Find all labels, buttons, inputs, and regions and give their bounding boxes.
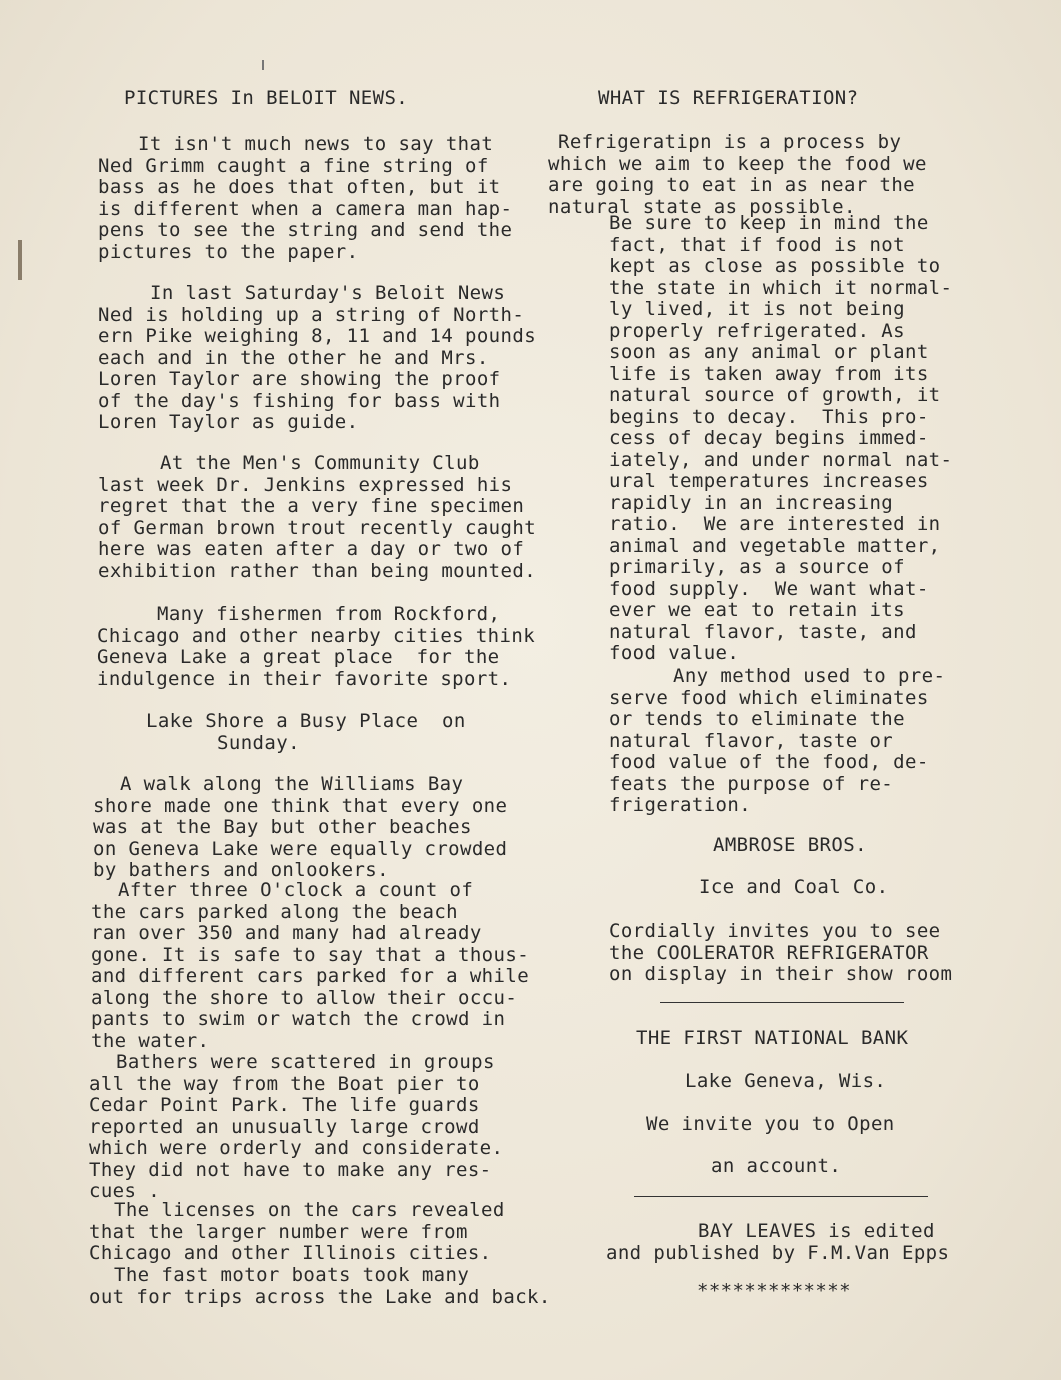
stars-rule: ************* <box>697 1280 851 1302</box>
right-heading: WHAT IS REFRIGERATION? <box>598 87 859 109</box>
left-para-5: A walk along the Williams Bay shore made one think that every one was at the Bay but other beaches on Geneva Lake were equally crowded by bathers and onlookers. <box>93 773 508 881</box>
right-para-1: Refrigeratipn is a process by which we aim to keep the food we are going to eat in as near the natural state as possible. <box>548 131 927 218</box>
left-para-7: Bathers were scattered in groups all the way from the Boat pier to Cedar Point Park. The life guards reported an unusually large crowd which were orderly and considerate. They did not have to make any res- cues . <box>89 1051 504 1202</box>
margin-mark <box>18 240 22 280</box>
left-para-2: In last Saturday's Beloit News Ned is holding up a string of North- ern Pike weighing 8, 11 and 14 pounds each and in the other he and Mrs. Loren Taylor are showing the proof of the day's fishing for bass with Loren Taylor as guide. <box>98 282 537 433</box>
divider <box>660 1002 904 1003</box>
ad-ambrose-name: AMBROSE BROS. <box>713 834 867 856</box>
left-para-1: It isn't much news to say that Ned Grimm caught a fine string of bass as he does that often, but it is different when a camera man hap- pens to see the string and send the pictures to the paper. <box>98 133 513 263</box>
left-para-4: Many fishermen from Rockford, Chicago and other nearby cities think Geneva Lake a great place for the indulgence in their favorite sport. <box>97 603 536 690</box>
left-para-9: The fast motor boats took many out for trips across the Lake and back. <box>89 1264 551 1308</box>
ad-bank-name: THE FIRST NATIONAL BANK <box>636 1027 909 1049</box>
left-subheading: Lake Shore a Busy Place on Sunday. <box>146 710 466 754</box>
ad-ambrose-sub: Ice and Coal Co. <box>699 876 889 898</box>
left-heading: PICTURES In BELOIT NEWS. <box>124 87 409 109</box>
margin-mark <box>262 60 264 70</box>
ad-bank-line-1: We invite you to Open <box>646 1113 895 1135</box>
right-para-3: Any method used to pre- serve food which eliminates or tends to eliminate the natural flavor, taste or food value of the food, de- feats the purpose of re- frigeration. <box>609 665 946 816</box>
right-para-2: Be sure to keep in mind the fact, that if food is not kept as close as possible to the state in which it normal- ly lived, it is not being properly refrigerated. As soon as any animal or plant life is taken away from its natural source of growth, it begins to decay. This pro- cess of decay begins immed- iately, and under normal nat- ural temperatures increases rapidly in an increasing ratio. We are interested in animal and vegetable matter, primarily, as a source of food supply. We want what- ever we eat to retain its natural flavor, taste, and food value. <box>609 212 953 664</box>
ad-bank-line-2: an account. <box>711 1155 842 1177</box>
ad-bank-place: Lake Geneva, Wis. <box>685 1070 887 1092</box>
divider <box>634 1196 928 1197</box>
ad-ambrose-text: Cordially invites you to see the COOLERATOR REFRIGERATOR on display in their show room <box>609 920 953 985</box>
masthead-footer: BAY LEAVES is edited and published by F.M.Van Epps <box>606 1220 950 1264</box>
left-para-8: The licenses on the cars revealed that the larger number were from Chicago and other Illinois cities. <box>89 1199 505 1264</box>
left-para-3: At the Men's Community Club last week Dr. Jenkins expressed his regret that the a very fine specimen of German brown trout recently caught here was eaten after a day or two of exhibition rather than being mounted. <box>98 452 537 582</box>
left-para-6: After three O'clock a count of the cars parked along the beach ran over 350 and many had already gone. It is safe to say that a thous- and different cars parked for a while along the shore to allow their occu- pants to swim or watch the crowd in the water. <box>91 879 530 1052</box>
